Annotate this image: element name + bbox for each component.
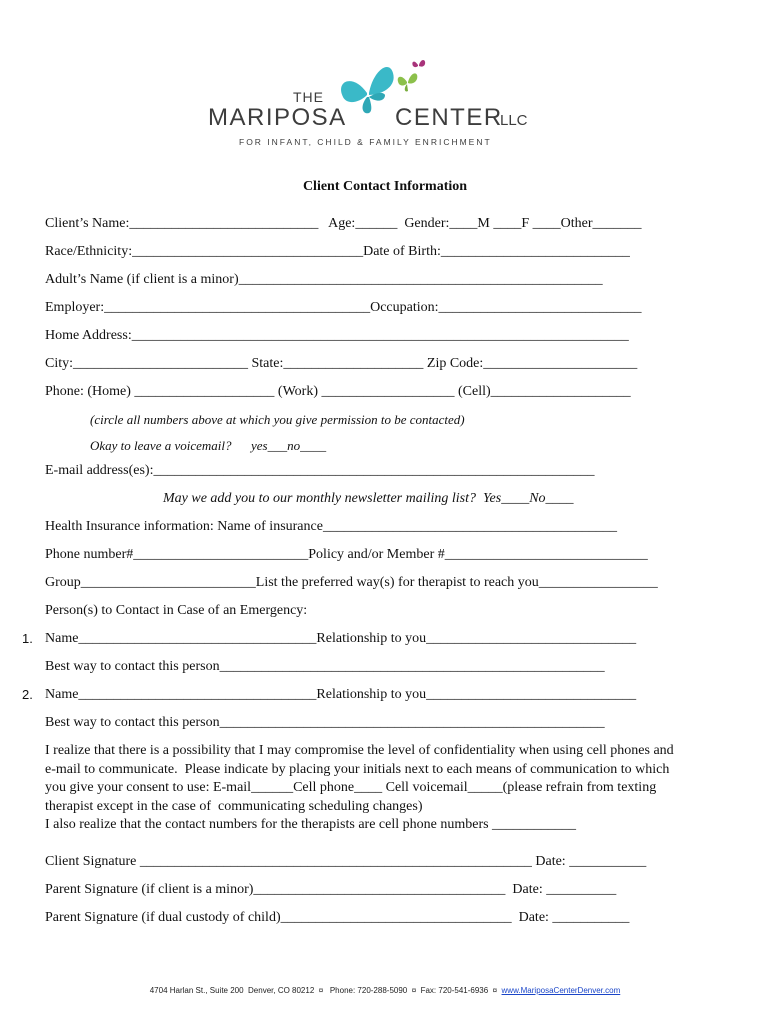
- logo-llc: LLC: [500, 112, 528, 129]
- newsletter-line[interactable]: May we add you to our monthly newsletter mailing list? Yes____No____: [163, 491, 574, 506]
- client-signature-line[interactable]: Client Signature ________________________________________________________ Date: ___________: [45, 854, 647, 869]
- emergency-number-2: 2.: [22, 687, 33, 702]
- consent-line-3[interactable]: you give your consent to use: E-mail______Cell phone____ Cell voicemail_____(please refrain from texting: [45, 780, 657, 796]
- consent-line-2: e-mail to communicate. Please indicate by placing your initials next to each means of communication to which: [45, 761, 670, 777]
- group-preferred-way-line[interactable]: Group_________________________List the preferred way(s) for therapist to reach you_________________: [45, 575, 658, 590]
- insurance-name-line[interactable]: Health Insurance information: Name of insurance__________________________________________: [45, 519, 617, 534]
- logo-center: CENTER: [395, 104, 503, 131]
- website-link[interactable]: www.MariposaCenterDenver.com: [501, 986, 621, 995]
- consent-line-4: therapist except in the case of communicating scheduling changes): [45, 798, 423, 814]
- logo-the: THE: [293, 89, 324, 105]
- emergency-1-name-line[interactable]: Name__________________________________Relationship to you______________________________: [45, 631, 637, 646]
- emergency-heading: Person(s) to Contact in Case of an Emergency:: [45, 603, 308, 618]
- green-butterfly-icon: [395, 69, 421, 95]
- email-line[interactable]: E-mail address(es):_______________________________________________________________: [45, 463, 595, 478]
- form-title: Client Contact Information: [302, 179, 468, 194]
- phone-line[interactable]: Phone: (Home) ____________________ (Work) ___________________ (Cell)____________________: [45, 384, 631, 399]
- emergency-number-1: 1.: [22, 631, 33, 646]
- logo-mariposa: MARIPOSA: [208, 104, 347, 131]
- emergency-2-contact-line[interactable]: Best way to contact this person_______________________________________________________: [45, 715, 605, 730]
- city-state-zip-line[interactable]: City:_________________________ State:____________________ Zip Code:______________________: [45, 356, 638, 371]
- parent-signature-minor-line[interactable]: Parent Signature (if client is a minor)____________________________________ Date: __________: [45, 882, 617, 897]
- adult-name-line[interactable]: Adult’s Name (if client is a minor)____________________________________________________: [45, 272, 603, 287]
- race-dob-line[interactable]: Race/Ethnicity:_________________________________Date of Birth:___________________________: [45, 244, 630, 259]
- mariposa-center-logo: [205, 55, 545, 155]
- client-name-age-gender-line[interactable]: Client’s Name:___________________________ Age:______ Gender:____M ____F ____Other_______: [45, 216, 642, 231]
- logo-tagline: FOR INFANT, CHILD & FAMILY ENRICHMENT: [239, 137, 492, 147]
- emergency-2-name-line[interactable]: Name__________________________________Relationship to you______________________________: [45, 687, 637, 702]
- consent-paragraph: [45, 742, 735, 835]
- consent-line-5[interactable]: I also realize that the contact numbers for the therapists are cell phone numbers ____________: [45, 817, 577, 833]
- employer-occupation-line[interactable]: Employer:______________________________________Occupation:_____________________________: [45, 300, 642, 315]
- footer-address: 4704 Harlan St., Suite 200 Denver, CO 80212 ¤ Phone: 720-288-5090 ¤ Fax: 720-541-6936 ¤: [149, 986, 502, 995]
- parent-signature-dual-custody-line[interactable]: Parent Signature (if dual custody of child)_________________________________ Date: ___________: [45, 910, 630, 925]
- emergency-1-contact-line[interactable]: Best way to contact this person_______________________________________________________: [45, 659, 605, 674]
- home-address-line[interactable]: Home Address:_______________________________________________________________________: [45, 328, 629, 343]
- voicemail-line[interactable]: Okay to leave a voicemail? yes___no____: [90, 438, 327, 453]
- insurance-phone-policy-line[interactable]: Phone number#_________________________Policy and/or Member #_____________________________: [45, 547, 648, 562]
- permission-note: (circle all numbers above at which you give permission to be contacted): [90, 412, 465, 427]
- magenta-butterfly-icon: [411, 58, 427, 72]
- footer: [0, 986, 770, 995]
- consent-line-1: I realize that there is a possibility that I may compromise the level of confidentiality when using cell phones and: [45, 743, 674, 758]
